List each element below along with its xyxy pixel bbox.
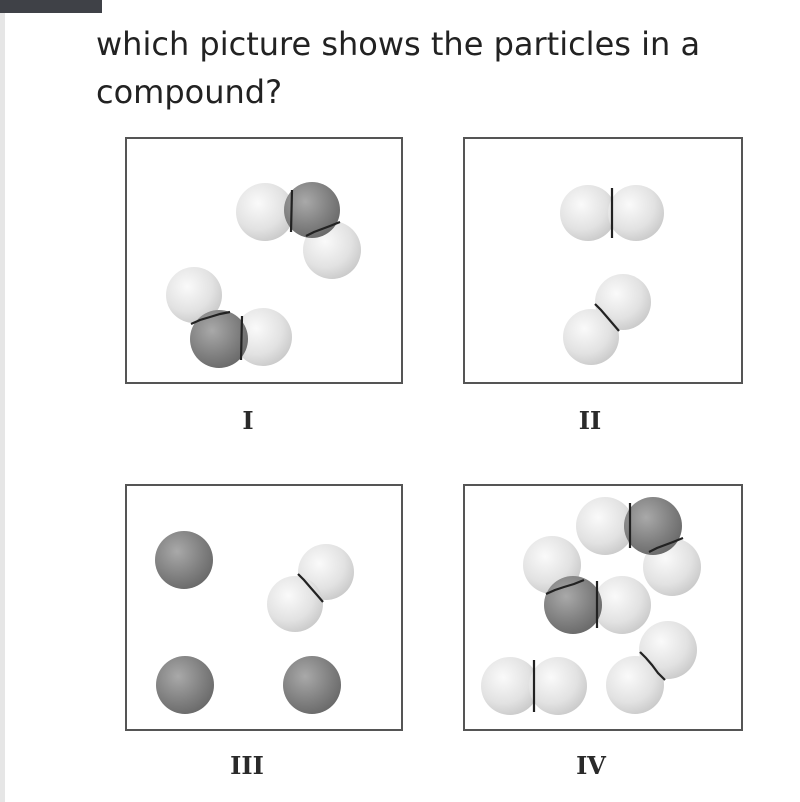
light-atom (529, 657, 587, 715)
panel-2 (464, 138, 742, 435)
dark-atom (190, 310, 248, 368)
panel-2-molecule-a (560, 185, 664, 241)
panel-4-label: IV (576, 751, 606, 780)
question-text: which picture shows the particles in a compound? (96, 25, 701, 111)
light-atom (606, 656, 664, 714)
panel-3 (126, 485, 402, 780)
bond-line (241, 316, 242, 360)
particle-diagram (100, 128, 780, 788)
light-atom (267, 576, 323, 632)
light-atom (560, 185, 616, 241)
panel-4-molecule-c (481, 657, 587, 715)
dark-atom (283, 656, 341, 714)
dark-atom (155, 531, 213, 589)
panel-1 (126, 138, 402, 435)
left-edge-bar (0, 0, 5, 802)
panel-3-label: III (230, 751, 264, 780)
light-atom (563, 309, 619, 365)
panel-4 (464, 485, 742, 780)
dark-atom (624, 497, 682, 555)
light-atom (608, 185, 664, 241)
panel-2-label: II (578, 406, 602, 435)
panel-1-label: I (242, 406, 254, 435)
dark-atom (156, 656, 214, 714)
bond-line (291, 190, 292, 232)
top-tab-bar (0, 0, 102, 13)
